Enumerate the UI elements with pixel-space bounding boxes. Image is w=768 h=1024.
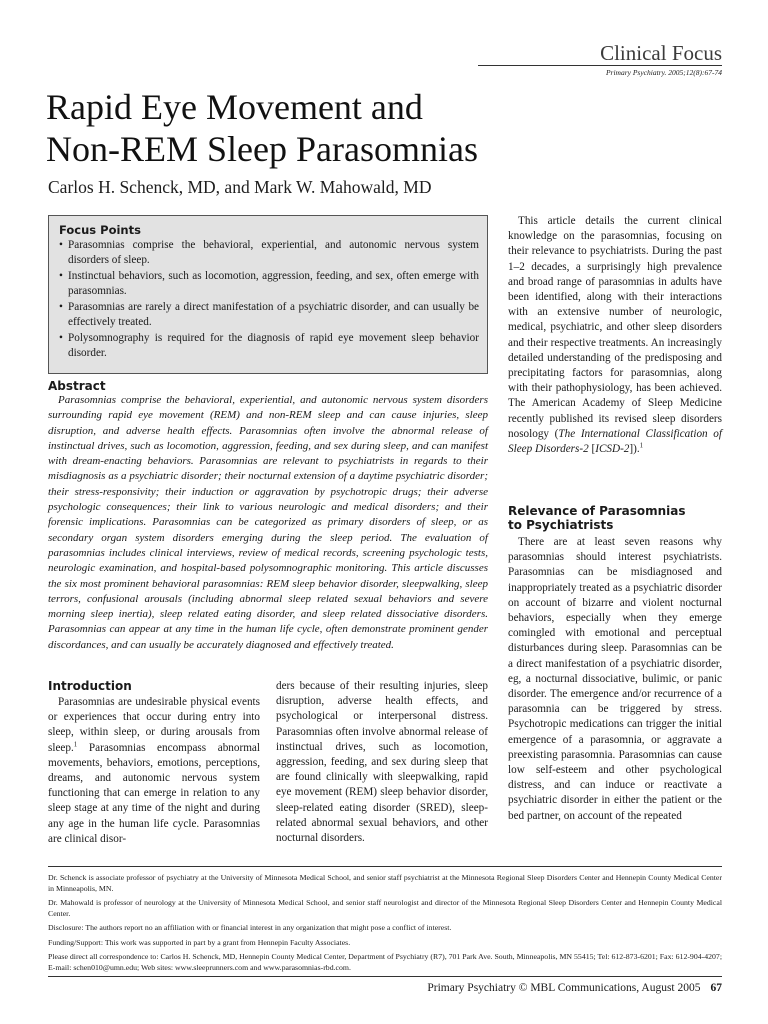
focus-point: • Parasomnias comprise the behavioral, experiential, and autonomic nervous system disorders of sleep. [59, 238, 479, 268]
reference-marker: 1 [73, 739, 78, 748]
footnote-schenck: Dr. Schenck is associate professor of psychiatry at the University of Minnesota Medical School, and senior staff psychiatrist at the Minnesota Regional Sleep Disorders Center and Hennepin County Medical Center in Minneapolis, MN. [48, 873, 722, 893]
icsd-title: The International Classification of Sleep Disorders-2 [508, 427, 722, 456]
focus-point: • Parasomnias are rarely a direct manifestation of a psychiatric disorder, and can usually be effectively treated. [59, 300, 479, 330]
footer-journal: Primary Psychiatry © MBL Communications, August 2005 [427, 982, 701, 994]
intro-text-a: Parasomnias are undesirable physical events or experiences that occur during entry into sleep, within sleep, or during arousals from sleep. [48, 696, 260, 754]
focus-points-box [48, 215, 488, 374]
right-column-paragraph-2: There are at least seven reasons why parasomnias should interest psychiatrists. Parasomnias can be misdiagnosed and inappropriately treated as a psychiatric disorder on account of bizarre and violent nocturnal behaviors, especially when they emerge comingled with emotional and perceptual disturbances during sleep. Parasomnias can be a direct manifestation of a psychiatric disorder, eg, a nocturnal dissociative, bulimic, or panic disorder. The emergence and/or recurrence of a parasomnia can be triggered by stress. Psychotropic medications can trigger the initial emergence of a parasomnia, or aggravate a preexisting parasomnia. Parasomnias can cause low self-esteem and other psychological distress, and can induce or reactivate a psychiatric disorder in either the patient or the bed partner, on account of the repeated [508, 536, 722, 822]
footer-rule [48, 976, 722, 977]
abstract-heading: Abstract [48, 379, 106, 393]
introduction-column-2: ders because of their resulting injuries, sleep disruption, adverse health effects, and psychological or interpersonal distress. Parasomnias often involve abnormal release of instinctual drives, such as locomotion, aggression, feeding, and sex during sleep that are found clinically with sleepwalking, rapid eye movement (REM) sleep behavior disorder, sleep-related eating disorder (SRED), sleep-related abnormal sexual behaviors, and other nocturnal disorders. [276, 680, 488, 845]
right-column-paragraph-1 [508, 214, 722, 457]
footnote-disclosure: Disclosure: The authors report no an affiliation with or financial interest in any organization that might pose a conflict of interest. [48, 923, 452, 932]
footnotes [48, 873, 722, 977]
section-label: Clinical Focus [600, 41, 722, 65]
citation: Primary Psychiatry. 2005;12(8):67-74 [605, 68, 722, 77]
footnote-mahowald: Dr. Mahowald is professor of neurology at the University of Minnesota Medical School, and senior staff neurologist and director of the Minnesota Regional Sleep Disorders Center and Hennepin County Medical Center. [48, 898, 722, 918]
relevance-heading-line-1: Relevance of Parasomnias [508, 504, 686, 518]
introduction-column-1 [48, 695, 260, 847]
reference-marker: 1 [639, 441, 644, 450]
focus-points-heading: Focus Points [59, 223, 141, 237]
header-rule [478, 65, 722, 66]
page-footer [298, 982, 722, 994]
relevance-heading-line-2: to Psychiatrists [508, 518, 614, 532]
page-number: 67 [710, 982, 722, 994]
footnote-rule [48, 866, 722, 867]
icsd-abbrev: ICSD-2 [595, 443, 630, 456]
right-para-1c: ]). [629, 443, 640, 456]
focus-point: • Instinctual behaviors, such as locomotion, aggression, feeding, and sex, often emerge with parasomnias. [59, 269, 479, 299]
focus-point: • Polysomnography is required for the diagnosis of rapid eye movement sleep behavior disorder. [59, 331, 479, 361]
title-line-1: Rapid Eye Movement and [46, 87, 423, 127]
right-para-1a: This article details the current clinical knowledge on the parasomnias, focusing on their relevance to psychiatrists. During the past 1–2 decades, a surprisingly high prevalence and broad range of parasomnias in adults have been identified, along with their interactions with an extensive number of neurologic, medical, psychiatric, and other sleep disorders and their respective treatments. An increasingly detailed understanding of the predisposing and precipitating factors for parasomnias, along with their pathophysiology, has been achieved. The American Academy of Sleep Medicine recently published its revised sleep disorders nosology ( [508, 215, 722, 440]
abstract-text: Parasomnias comprise the behavioral, experiential, and autonomic nervous system disorders surrounding rapid eye movement (REM) and non-REM sleep and can cause injuries, sleep disruption, and adverse health effects. Parasomnias often involve the abnormal release of instinctual drives, such as locomotion, aggression, feeding, and sex during sleep, and can manifest with dream-enacting behaviors. Parasomnias are relevant to psychiatrists in regards to their misdiagnosis as a psychiatric disorder; their nocturnal extension of a daytime psychiatric disorder; their stress-responsivity; their induction or aggravation by psychotropic drugs; their adverse psychologic consequences; their link to various neurologic and medical disorders; and their forensic implications. Parasomnias can be categorized as primary disorders of sleep, or as secondary organ system disorders emerging during the sleep period. The evaluation of parasomnias includes clinical interviews, review of medical records, screening psychologic tests, neurologic examination, and hospital-based polysomnographic monitoring. This article discusses the six most prominent behavioral parasomnias: REM sleep behavior disorder, sleepwalking, sleep terrors, confusional arousals (including abnormal sleep related sexual behaviors and severe morning sleep inertia), sleep related eating disorder, and sleep related dissociative disorders. Parasomnias can appear at any time in the human life cycle, often demonstrate prominent gender discordances, and can usually be accurately diagnosed and effectively treated. [48, 394, 488, 651]
relevance-heading [508, 504, 722, 532]
title-line-2: Non-REM Sleep Parasomnias [46, 129, 478, 169]
intro-text-b: Parasomnias encompass abnormal movements, behaviors, emotions, perceptions, dreams, and autonomic nervous system functioning that can emerge in relation to any sleep stage at any time of the night and during any age in the human life cycle. Parasomnias are clinical disor- [48, 741, 260, 845]
introduction-heading: Introduction [48, 679, 132, 693]
focus-points-list [59, 238, 479, 362]
article-title [46, 86, 706, 170]
footnote-funding: Funding/Support: This work was supported in part by a grant from Hennepin Faculty Associates. [48, 937, 351, 947]
footnote-correspondence: Please direct all correspondence to: Carlos H. Schenck, MD, Hennepin County Medical Center, Department of Psychiatry (R7), 701 Park Ave. South, Minneapolis, MN 55415; Tel: 612-873-6201; Fax: 612-904-4207; E-mail: schen010@umn.edu; Web sites: www.sleeprunners.com and www.parasomnias-rbd.com. [48, 952, 722, 972]
article-authors: Carlos H. Schenck, MD, and Mark W. Mahowald, MD [48, 177, 432, 197]
right-para-1b: [ [588, 443, 596, 456]
